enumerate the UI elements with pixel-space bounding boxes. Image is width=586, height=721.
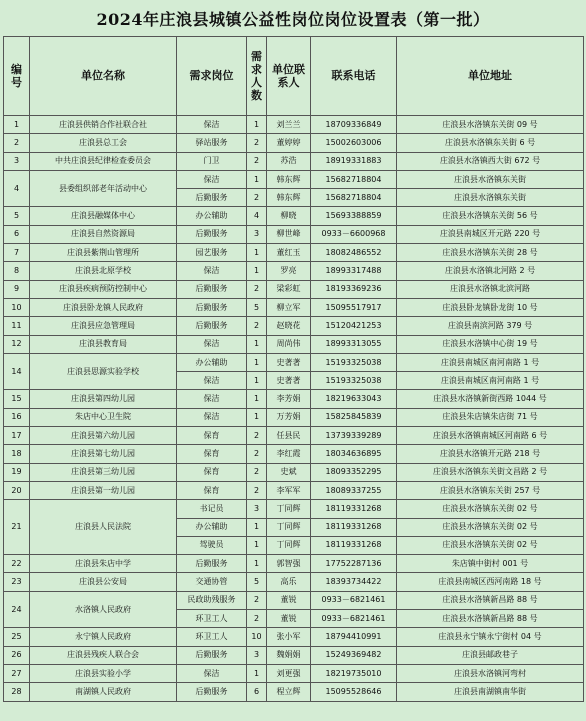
contact-cell: 丁同辉 [267,518,311,536]
table-row [4,317,584,335]
address-cell: 庄浪县水洛镇新街西路 1044 号 [397,390,584,408]
position-cell: 保育 [177,427,247,445]
contact-cell: 郭智强 [267,555,311,573]
count-cell: 1 [247,536,267,554]
row-number-cell: 4 [4,170,30,207]
address-cell: 庄浪县水洛镇河弯村 [397,664,584,682]
row-number-cell: 21 [4,500,30,555]
row-number-cell: 5 [4,207,30,225]
unit-name-cell: 庄浪县教育局 [30,335,177,353]
position-cell: 保洁 [177,116,247,134]
address-cell: 庄浪县水洛镇西大街 672 号 [397,152,584,170]
address-cell: 庄浪县卧龙镇卧龙街 10 号 [397,298,584,316]
table-row [4,555,584,573]
unit-name-cell: 庄浪县第四幼儿园 [30,390,177,408]
contact-cell: 董锐 [267,591,311,609]
position-cell: 保洁 [177,390,247,408]
header-phone: 联系电话 [311,37,397,116]
row-number-cell: 26 [4,646,30,664]
table-row [4,427,584,445]
table-row [4,481,584,499]
table-row [4,152,584,170]
contact-cell: 李军军 [267,481,311,499]
position-cell: 保洁 [177,408,247,426]
table-row [4,573,584,591]
position-cell: 驾驶员 [177,536,247,554]
row-number-cell: 19 [4,463,30,481]
count-cell: 2 [247,317,267,335]
contact-cell: 史著著 [267,353,311,371]
table-body [4,116,584,702]
phone-cell: 15120421253 [311,317,397,335]
table-row [4,134,584,152]
table-row [4,353,584,371]
header-count: 需求人数 [247,37,267,116]
address-cell: 庄浪县南滨河路 379 号 [397,317,584,335]
position-cell: 办公辅助 [177,207,247,225]
count-cell: 2 [247,134,267,152]
contact-cell: 万芳娟 [267,408,311,426]
contact-cell: 李红霞 [267,445,311,463]
position-cell: 后勤服务 [177,225,247,243]
count-cell: 4 [247,207,267,225]
row-number-cell: 25 [4,628,30,646]
count-cell: 2 [247,427,267,445]
contact-cell: 张小军 [267,628,311,646]
phone-cell: 15095517917 [311,298,397,316]
table-row [4,280,584,298]
phone-cell: 18082486552 [311,244,397,262]
table-row [4,225,584,243]
table-row [4,500,584,518]
count-cell: 10 [247,628,267,646]
address-cell: 庄浪县水洛镇东关街 257 号 [397,481,584,499]
table-row [4,445,584,463]
position-cell: 保育 [177,463,247,481]
row-number-cell: 14 [4,353,30,390]
count-cell: 2 [247,610,267,628]
phone-cell: 18193369236 [311,280,397,298]
contact-cell: 李芳娟 [267,390,311,408]
contact-cell: 丁同辉 [267,500,311,518]
count-cell: 1 [247,372,267,390]
count-cell: 1 [247,170,267,188]
row-number-cell: 24 [4,591,30,628]
unit-name-cell: 庄浪县融媒体中心 [30,207,177,225]
phone-cell: 0933－6821461 [311,610,397,628]
count-cell: 3 [247,500,267,518]
count-cell: 1 [247,244,267,262]
unit-name-cell: 庄浪县紫荆山管理所 [30,244,177,262]
unit-name-cell: 庄浪县第三幼儿园 [30,463,177,481]
unit-name-cell: 庄浪县第六幼儿园 [30,427,177,445]
phone-cell: 0933－6600968 [311,225,397,243]
address-cell: 庄浪县水洛镇东关街 02 号 [397,500,584,518]
phone-cell: 15002603006 [311,134,397,152]
contact-cell: 丁同辉 [267,536,311,554]
count-cell: 2 [247,445,267,463]
table-row [4,116,584,134]
phone-cell: 18794410991 [311,628,397,646]
count-cell: 6 [247,683,267,701]
contact-cell: 柳世峰 [267,225,311,243]
unit-name-cell: 庄浪县应急管理局 [30,317,177,335]
row-number-cell: 12 [4,335,30,353]
address-cell: 庄浪县永宁镇永宁街村 04 号 [397,628,584,646]
position-cell: 园艺服务 [177,244,247,262]
table-row [4,683,584,701]
contact-cell: 董红玉 [267,244,311,262]
address-cell: 庄浪县南湖镇南华街 [397,683,584,701]
position-cell: 环卫工人 [177,628,247,646]
contact-cell: 魏娟娟 [267,646,311,664]
table-row [4,408,584,426]
count-cell: 1 [247,664,267,682]
count-cell: 5 [247,298,267,316]
phone-cell: 18393734422 [311,573,397,591]
table-row [4,262,584,280]
phone-cell: 15193325038 [311,353,397,371]
position-cell: 后勤服务 [177,317,247,335]
table-row [4,390,584,408]
phone-cell: 17752287136 [311,555,397,573]
position-cell: 保育 [177,445,247,463]
row-number-cell: 6 [4,225,30,243]
unit-name-cell: 南湖镇人民政府 [30,683,177,701]
phone-cell: 15193325038 [311,372,397,390]
phone-cell: 18034636895 [311,445,397,463]
table-row [4,170,584,188]
row-number-cell: 9 [4,280,30,298]
address-cell: 庄浪县南城区开元路 220 号 [397,225,584,243]
unit-name-cell: 水洛镇人民政府 [30,591,177,628]
position-cell: 后勤服务 [177,298,247,316]
position-cell: 保洁 [177,372,247,390]
position-cell: 后勤服务 [177,189,247,207]
row-number-cell: 10 [4,298,30,316]
position-cell: 后勤服务 [177,683,247,701]
contact-cell: 赵晓花 [267,317,311,335]
header-no: 编号 [4,37,30,116]
address-cell: 庄浪县水洛镇中心街 19 号 [397,335,584,353]
address-cell: 庄浪县水洛镇东关街 [397,170,584,188]
unit-name-cell: 庄浪县第七幼儿园 [30,445,177,463]
row-number-cell: 11 [4,317,30,335]
row-number-cell: 3 [4,152,30,170]
phone-cell: 18709336849 [311,116,397,134]
contact-cell: 程立辉 [267,683,311,701]
position-cell: 交通协管 [177,573,247,591]
position-cell: 保洁 [177,335,247,353]
table-row [4,335,584,353]
unit-name-cell: 庄浪县卧龙镇人民政府 [30,298,177,316]
row-number-cell: 17 [4,427,30,445]
address-cell: 庄浪县南城区南河南路 1 号 [397,353,584,371]
contact-cell: 梁彩虹 [267,280,311,298]
unit-name-cell: 庄浪县北原学校 [30,262,177,280]
count-cell: 1 [247,518,267,536]
address-cell: 庄浪县水洛镇南城区河南路 6 号 [397,427,584,445]
phone-cell: 15095528646 [311,683,397,701]
phone-cell: 15682718804 [311,170,397,188]
unit-name-cell: 庄浪县第一幼儿园 [30,481,177,499]
address-cell: 庄浪县南城区南河南路 1 号 [397,372,584,390]
address-cell: 庄浪县水洛镇东关街 09 号 [397,116,584,134]
position-cell: 保育 [177,481,247,499]
address-cell: 庄浪县水洛镇新昌路 88 号 [397,591,584,609]
phone-cell: 18093352295 [311,463,397,481]
count-cell: 1 [247,390,267,408]
table-row [4,244,584,262]
position-cell: 门卫 [177,152,247,170]
position-cell: 驿站服务 [177,134,247,152]
header-contact: 单位联系人 [267,37,311,116]
unit-name-cell: 庄浪县公安局 [30,573,177,591]
address-cell: 庄浪县水洛镇开元路 218 号 [397,445,584,463]
count-cell: 1 [247,555,267,573]
row-number-cell: 1 [4,116,30,134]
phone-cell: 18993317488 [311,262,397,280]
table-row [4,591,584,609]
phone-cell: 15825845839 [311,408,397,426]
address-cell: 庄浪县朱店镇朱店街 71 号 [397,408,584,426]
table-row [4,207,584,225]
unit-name-cell: 庄浪县朱店中学 [30,555,177,573]
address-cell: 庄浪县水洛镇东关街 6 号 [397,134,584,152]
position-cell: 民政助残服务 [177,591,247,609]
address-cell: 庄浪县水洛镇东关街 [397,189,584,207]
unit-name-cell: 中共庄浪县纪律检查委员会 [30,152,177,170]
position-cell: 后勤服务 [177,555,247,573]
count-cell: 5 [247,573,267,591]
phone-cell: 15693388859 [311,207,397,225]
contact-cell: 柳晓 [267,207,311,225]
count-cell: 2 [247,463,267,481]
row-number-cell: 8 [4,262,30,280]
phone-cell: 18219633043 [311,390,397,408]
address-cell: 庄浪县水洛镇东关街 02 号 [397,536,584,554]
unit-name-cell: 庄浪县思源实验学校 [30,353,177,390]
table-row [4,463,584,481]
position-cell: 保洁 [177,664,247,682]
position-cell: 后勤服务 [177,646,247,664]
address-cell: 庄浪县水洛镇北河路 2 号 [397,262,584,280]
count-cell: 2 [247,189,267,207]
count-cell: 1 [247,353,267,371]
phone-cell: 18119331268 [311,518,397,536]
count-cell: 1 [247,408,267,426]
position-cell: 办公辅助 [177,353,247,371]
address-cell: 庄浪县南城区西河南路 18 号 [397,573,584,591]
count-cell: 1 [247,262,267,280]
contact-cell: 柳立军 [267,298,311,316]
header-position: 需求岗位 [177,37,247,116]
contact-cell: 董锐 [267,610,311,628]
contact-cell: 罗亮 [267,262,311,280]
contact-cell: 苏浩 [267,152,311,170]
phone-cell: 0933－6821461 [311,591,397,609]
count-cell: 1 [247,335,267,353]
phone-cell: 18119331268 [311,500,397,518]
table-row [4,298,584,316]
position-cell: 环卫工人 [177,610,247,628]
address-cell: 庄浪县水洛镇东关街 02 号 [397,518,584,536]
row-number-cell: 27 [4,664,30,682]
contact-cell: 史著著 [267,372,311,390]
unit-name-cell: 庄浪县人民法院 [30,500,177,555]
unit-name-cell: 庄浪县疾病预防控制中心 [30,280,177,298]
row-number-cell: 20 [4,481,30,499]
unit-name-cell: 朱店中心卫生院 [30,408,177,426]
table-row [4,664,584,682]
address-cell: 庄浪县水洛镇东关街 28 号 [397,244,584,262]
contact-cell: 韩东辉 [267,189,311,207]
row-number-cell: 23 [4,573,30,591]
contact-cell: 董婷婷 [267,134,311,152]
row-number-cell: 2 [4,134,30,152]
contact-cell: 韩东辉 [267,170,311,188]
contact-cell: 任县民 [267,427,311,445]
phone-cell: 18219735010 [311,664,397,682]
phone-cell: 15682718804 [311,189,397,207]
position-cell: 保洁 [177,170,247,188]
count-cell: 3 [247,646,267,664]
position-cell: 办公辅助 [177,518,247,536]
position-cell: 保洁 [177,262,247,280]
unit-name-cell: 庄浪县实验小学 [30,664,177,682]
row-number-cell: 15 [4,390,30,408]
phone-cell: 18993313055 [311,335,397,353]
phone-cell: 13739339289 [311,427,397,445]
position-cell: 后勤服务 [177,280,247,298]
row-number-cell: 16 [4,408,30,426]
address-cell: 庄浪县水洛镇东关街文昌路 2 号 [397,463,584,481]
address-cell: 庄浪县水洛镇新昌路 88 号 [397,610,584,628]
phone-cell: 15249369482 [311,646,397,664]
page-title: 2024年庄浪县城镇公益性岗位岗位设置表（第一批） [96,10,490,29]
table-header-row [4,37,584,116]
contact-cell: 高乐 [267,573,311,591]
table-row [4,628,584,646]
positions-table [3,36,584,702]
contact-cell: 周尚伟 [267,335,311,353]
position-cell: 书记员 [177,500,247,518]
phone-cell: 18089337255 [311,481,397,499]
address-cell: 庄浪县水洛镇东关街 56 号 [397,207,584,225]
unit-name-cell: 庄浪县供销合作社联合社 [30,116,177,134]
unit-name-cell: 县委组织部老年活动中心 [30,170,177,207]
contact-cell: 史斌 [267,463,311,481]
row-number-cell: 18 [4,445,30,463]
row-number-cell: 28 [4,683,30,701]
header-address: 单位地址 [397,37,584,116]
contact-cell: 刘兰兰 [267,116,311,134]
unit-name-cell: 庄浪县总工会 [30,134,177,152]
unit-name-cell: 庄浪县残疾人联合会 [30,646,177,664]
row-number-cell: 7 [4,244,30,262]
row-number-cell: 22 [4,555,30,573]
phone-cell: 18919331883 [311,152,397,170]
address-cell: 庄浪县邮政巷子 [397,646,584,664]
address-cell: 庄浪县水洛镇北滨河路 [397,280,584,298]
count-cell: 2 [247,152,267,170]
address-cell: 朱店镇中街村 001 号 [397,555,584,573]
contact-cell: 刘更强 [267,664,311,682]
count-cell: 2 [247,591,267,609]
count-cell: 2 [247,280,267,298]
count-cell: 2 [247,481,267,499]
header-unit: 单位名称 [30,37,177,116]
count-cell: 1 [247,116,267,134]
unit-name-cell: 永宁镇人民政府 [30,628,177,646]
phone-cell: 18119331268 [311,536,397,554]
count-cell: 3 [247,225,267,243]
table-row [4,646,584,664]
unit-name-cell: 庄浪县自然资源局 [30,225,177,243]
